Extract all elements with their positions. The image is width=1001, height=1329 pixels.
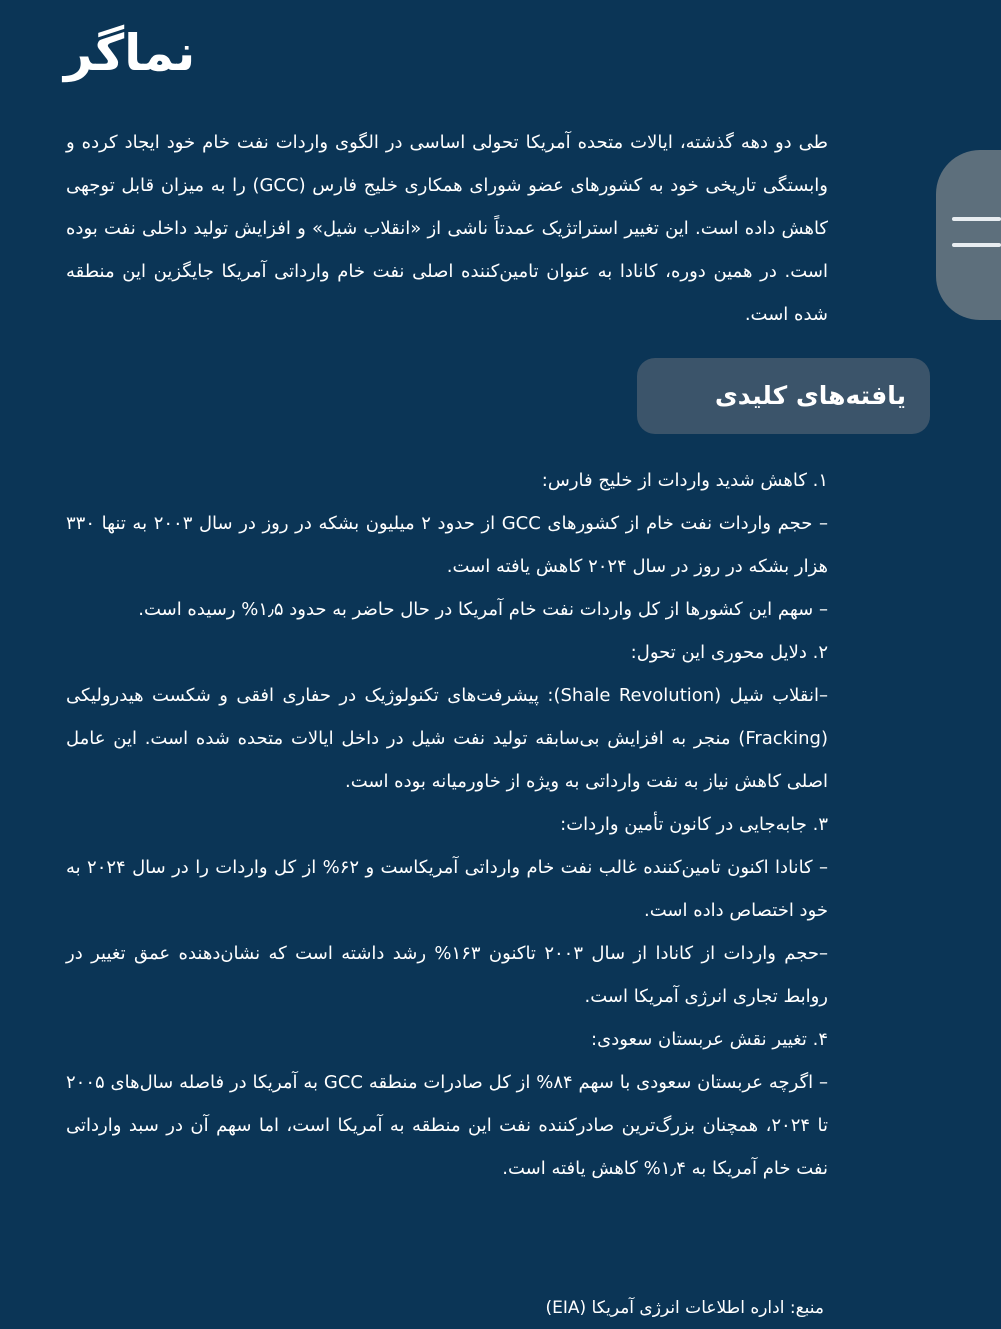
finding-title-2: ۲. دلایل محوری این تحول: bbox=[630, 642, 828, 663]
source-note: منبع: اداره اطلاعات انرژی آمریکا (EIA) bbox=[545, 1298, 824, 1318]
side-menu-tab[interactable] bbox=[936, 150, 1001, 320]
finding-item: – کانادا اکنون تامین‌کننده غالب نفت خام وارداتی آمریکاست و ۶۲% از کل واردات را در سال ۲۰۲۴ به خود اختصاص داده است. bbox=[66, 857, 828, 921]
finding-title-3: ۳. جابه‌جایی در کانون تأمین واردات: bbox=[560, 814, 828, 835]
finding-title-4: ۴. تغییر نقش عربستان سعودی: bbox=[591, 1029, 828, 1050]
findings-list bbox=[66, 459, 828, 1190]
finding-item: – سهم این کشورها از کل واردات نفت خام آمریکا در حال حاضر به حدود ۱٫۵% رسیده است. bbox=[138, 599, 828, 620]
hamburger-menu-icon[interactable] bbox=[952, 217, 1001, 221]
key-findings-heading: یافته‌های کلیدی bbox=[637, 358, 930, 434]
finding-item: – حجم واردات نفت خام از کشورهای GCC از حدود ۲ میلیون بشکه در روز در سال ۲۰۰۳ به تنها ۳۳۰ هزار بشکه در روز در سال ۲۰۲۴ کاهش یافته است. bbox=[66, 513, 828, 577]
brand-logo: نماگر bbox=[64, 24, 196, 82]
finding-item: –حجم واردات از کانادا از سال ۲۰۰۳ تاکنون ۱۶۳% رشد داشته است که نشان‌دهنده عمق تغییر در روابط تجاری انرژی آمریکا است. bbox=[66, 943, 829, 1007]
intro-text: طی دو دهه گذشته، ایالات متحده آمریکا تحولی اساسی در الگوی واردات نفت خام خود ایجاد کرده و وابستگی تاریخی خود به کشورهای عضو شورای همکاری خلیج فارس (GCC) را به میزان قابل توجهی کاهش داده است. این تغییر استراتژیک عمدتاً ناشی از «انقلاب شیل» و افزایش تولید داخلی نفت بوده است. در همین دوره، کانادا به عنوان تامین‌کننده اصلی نفت خام وارداتی آمریکا جایگزین این منطقه شده است. bbox=[66, 132, 828, 325]
intro-paragraph bbox=[66, 121, 828, 336]
hamburger-menu-icon-line[interactable] bbox=[952, 243, 1001, 247]
finding-title-1: ۱. کاهش شدید واردات از خلیج فارس: bbox=[541, 470, 828, 491]
finding-item: – اگرچه عربستان سعودی با سهم ۸۴% از کل صادرات منطقه GCC به آمریکا در فاصله سال‌های ۲۰۰۵ تا ۲۰۲۴، همچنان بزرگ‌ترین صادرکننده نفت این منطقه به آمریکا است، اما سهم آن در سبد وارداتی نفت خام آمریکا به ۱٫۴% کاهش یافته است. bbox=[66, 1072, 829, 1179]
finding-item: –انقلاب شیل (Shale Revolution): پیشرفت‌های تکنولوژیک در حفاری افقی و شکست هیدرولیکی (Fracking) منجر به افزایش بی‌سابقه تولید نفت شیل در داخل ایالات متحده شده است. این عامل اصلی کاهش نیاز به نفت وارداتی به ویژه از خاورمیانه بوده است. bbox=[66, 685, 828, 792]
